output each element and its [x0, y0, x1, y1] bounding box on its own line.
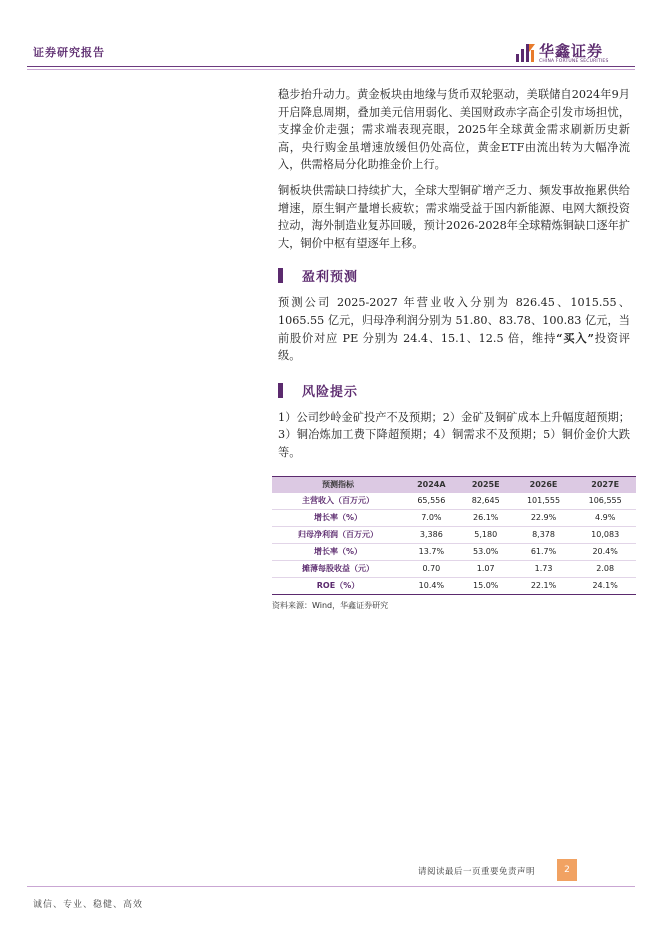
table-source-note: 资料来源：Wind，华鑫证券研究: [272, 600, 389, 610]
table-row: [272, 493, 636, 510]
table-cell: 15.0%: [459, 577, 513, 594]
table-cell: 53.0%: [459, 543, 513, 560]
disclaimer-notice: 请阅读最后一页重要免责声明: [418, 867, 536, 877]
table-cell: 5,180: [459, 526, 513, 543]
table-header-cell: 2026E: [513, 476, 575, 493]
table-cell: 82,645: [459, 493, 513, 510]
row-label: 增长率（%）: [272, 543, 404, 560]
table-cell: 26.1%: [459, 509, 513, 526]
table-row: [272, 526, 636, 543]
company-motto: 诚信、专业、稳健、高效: [33, 900, 144, 910]
profit-forecast-text: 预测公司 2025-2027 年营业收入分别为 826.45、1015.55、1065.55 亿元，归母净利润分别为 51.80、83.78、100.83 亿元，当前股价对应 PE 分别为 24.4、15.1、12.5 倍，维持: [278, 296, 630, 345]
main-content: [272, 86, 630, 611]
row-label: ROE（%）: [272, 577, 404, 594]
table-cell: 1.07: [459, 560, 513, 577]
profit-forecast-paragraph: [278, 294, 630, 364]
table-cell: 2.08: [574, 560, 636, 577]
header-divider-secondary: [27, 69, 635, 70]
table-cell: 1.73: [513, 560, 575, 577]
logo-mark-icon: [514, 41, 536, 63]
company-logo: [514, 40, 614, 68]
table-cell: 24.1%: [574, 577, 636, 594]
table-cell: 106,555: [574, 493, 636, 510]
table-cell: 10,083: [574, 526, 636, 543]
profit-forecast-text-end: 投资评级。: [278, 331, 630, 363]
section-marker: [278, 268, 283, 283]
table-cell: 4.9%: [574, 509, 636, 526]
page-number-badge: 2: [557, 859, 577, 881]
risk-paragraph: 1）公司纱岭金矿投产不及预期；2）金矿及铜矿成本上升幅度超预期；3）铜冶炼加工费下降超预期；4）铜需求不及预期；5）铜价金价大跌等。: [278, 410, 630, 459]
table-cell: 61.7%: [513, 543, 575, 560]
row-label: 归母净利润（百万元）: [272, 526, 404, 543]
header-divider: [27, 66, 635, 67]
table-cell: 20.4%: [574, 543, 636, 560]
profit-forecast-heading: [278, 266, 630, 286]
logo-chinese-name: 华鑫证券: [539, 42, 604, 60]
table-row: [272, 509, 636, 526]
gold-analysis-paragraph: 稳步抬升动力。黄金板块由地缘与货币双轮驱动，美联储自2024年9月开启降息周期，叠加美元信用弱化、美国财政赤字高企引发市场担忧，支撑金价走强；需求端表现亮眼，2025年全球黄金需求刷新历史新高，央行购金虽增速放缓但仍处高位，黄金ETF由流出转为大幅净流入，供需格局分化助推金价上行。: [278, 88, 630, 172]
table-cell: 10.4%: [404, 577, 459, 594]
table-cell: 13.7%: [404, 543, 459, 560]
table-row: [272, 577, 636, 594]
table-header-row: [272, 476, 636, 493]
copper-analysis-paragraph: 铜板块供需缺口持续扩大，全球大型铜矿增产乏力、频发事故拖累供给增速，原生铜产量增长疲软；需求端受益于国内新能源、电网大额投资拉动，海外制造业复苏回暖，预计2026-2028年全球精炼铜缺口逐年扩大，铜价中枢有望逐年上移。: [278, 183, 630, 250]
table-header-cell: 2027E: [574, 476, 636, 493]
forecast-table: [272, 476, 636, 595]
table-cell: 22.9%: [513, 509, 575, 526]
table-cell: 65,556: [404, 493, 459, 510]
table-cell: 8,378: [513, 526, 575, 543]
table-cell: 101,555: [513, 493, 575, 510]
row-label: 增长率（%）: [272, 509, 404, 526]
section-marker: [278, 383, 283, 398]
risk-heading: [278, 381, 630, 401]
table-header-cell: 2025E: [459, 476, 513, 493]
row-label: 摊薄每股收益（元）: [272, 560, 404, 577]
row-label: 主营收入（百万元）: [272, 493, 404, 510]
table-cell: 0.70: [404, 560, 459, 577]
rating-label: “买入”: [556, 330, 594, 345]
footer-divider: [27, 886, 635, 887]
table-row: [272, 560, 636, 577]
table-header-cell: 预测指标: [272, 476, 404, 493]
table-row: [272, 543, 636, 560]
risk-title: 风险提示: [302, 384, 359, 400]
table-cell: 22.1%: [513, 577, 575, 594]
table-cell: 3,386: [404, 526, 459, 543]
table-cell: 7.0%: [404, 509, 459, 526]
table-header-cell: 2024A: [404, 476, 459, 493]
report-type-title: 证券研究报告: [33, 46, 105, 59]
profit-forecast-title: 盈利预测: [302, 270, 359, 286]
logo-english-name: CHINA FORTUNE SECURITIES: [539, 59, 609, 64]
